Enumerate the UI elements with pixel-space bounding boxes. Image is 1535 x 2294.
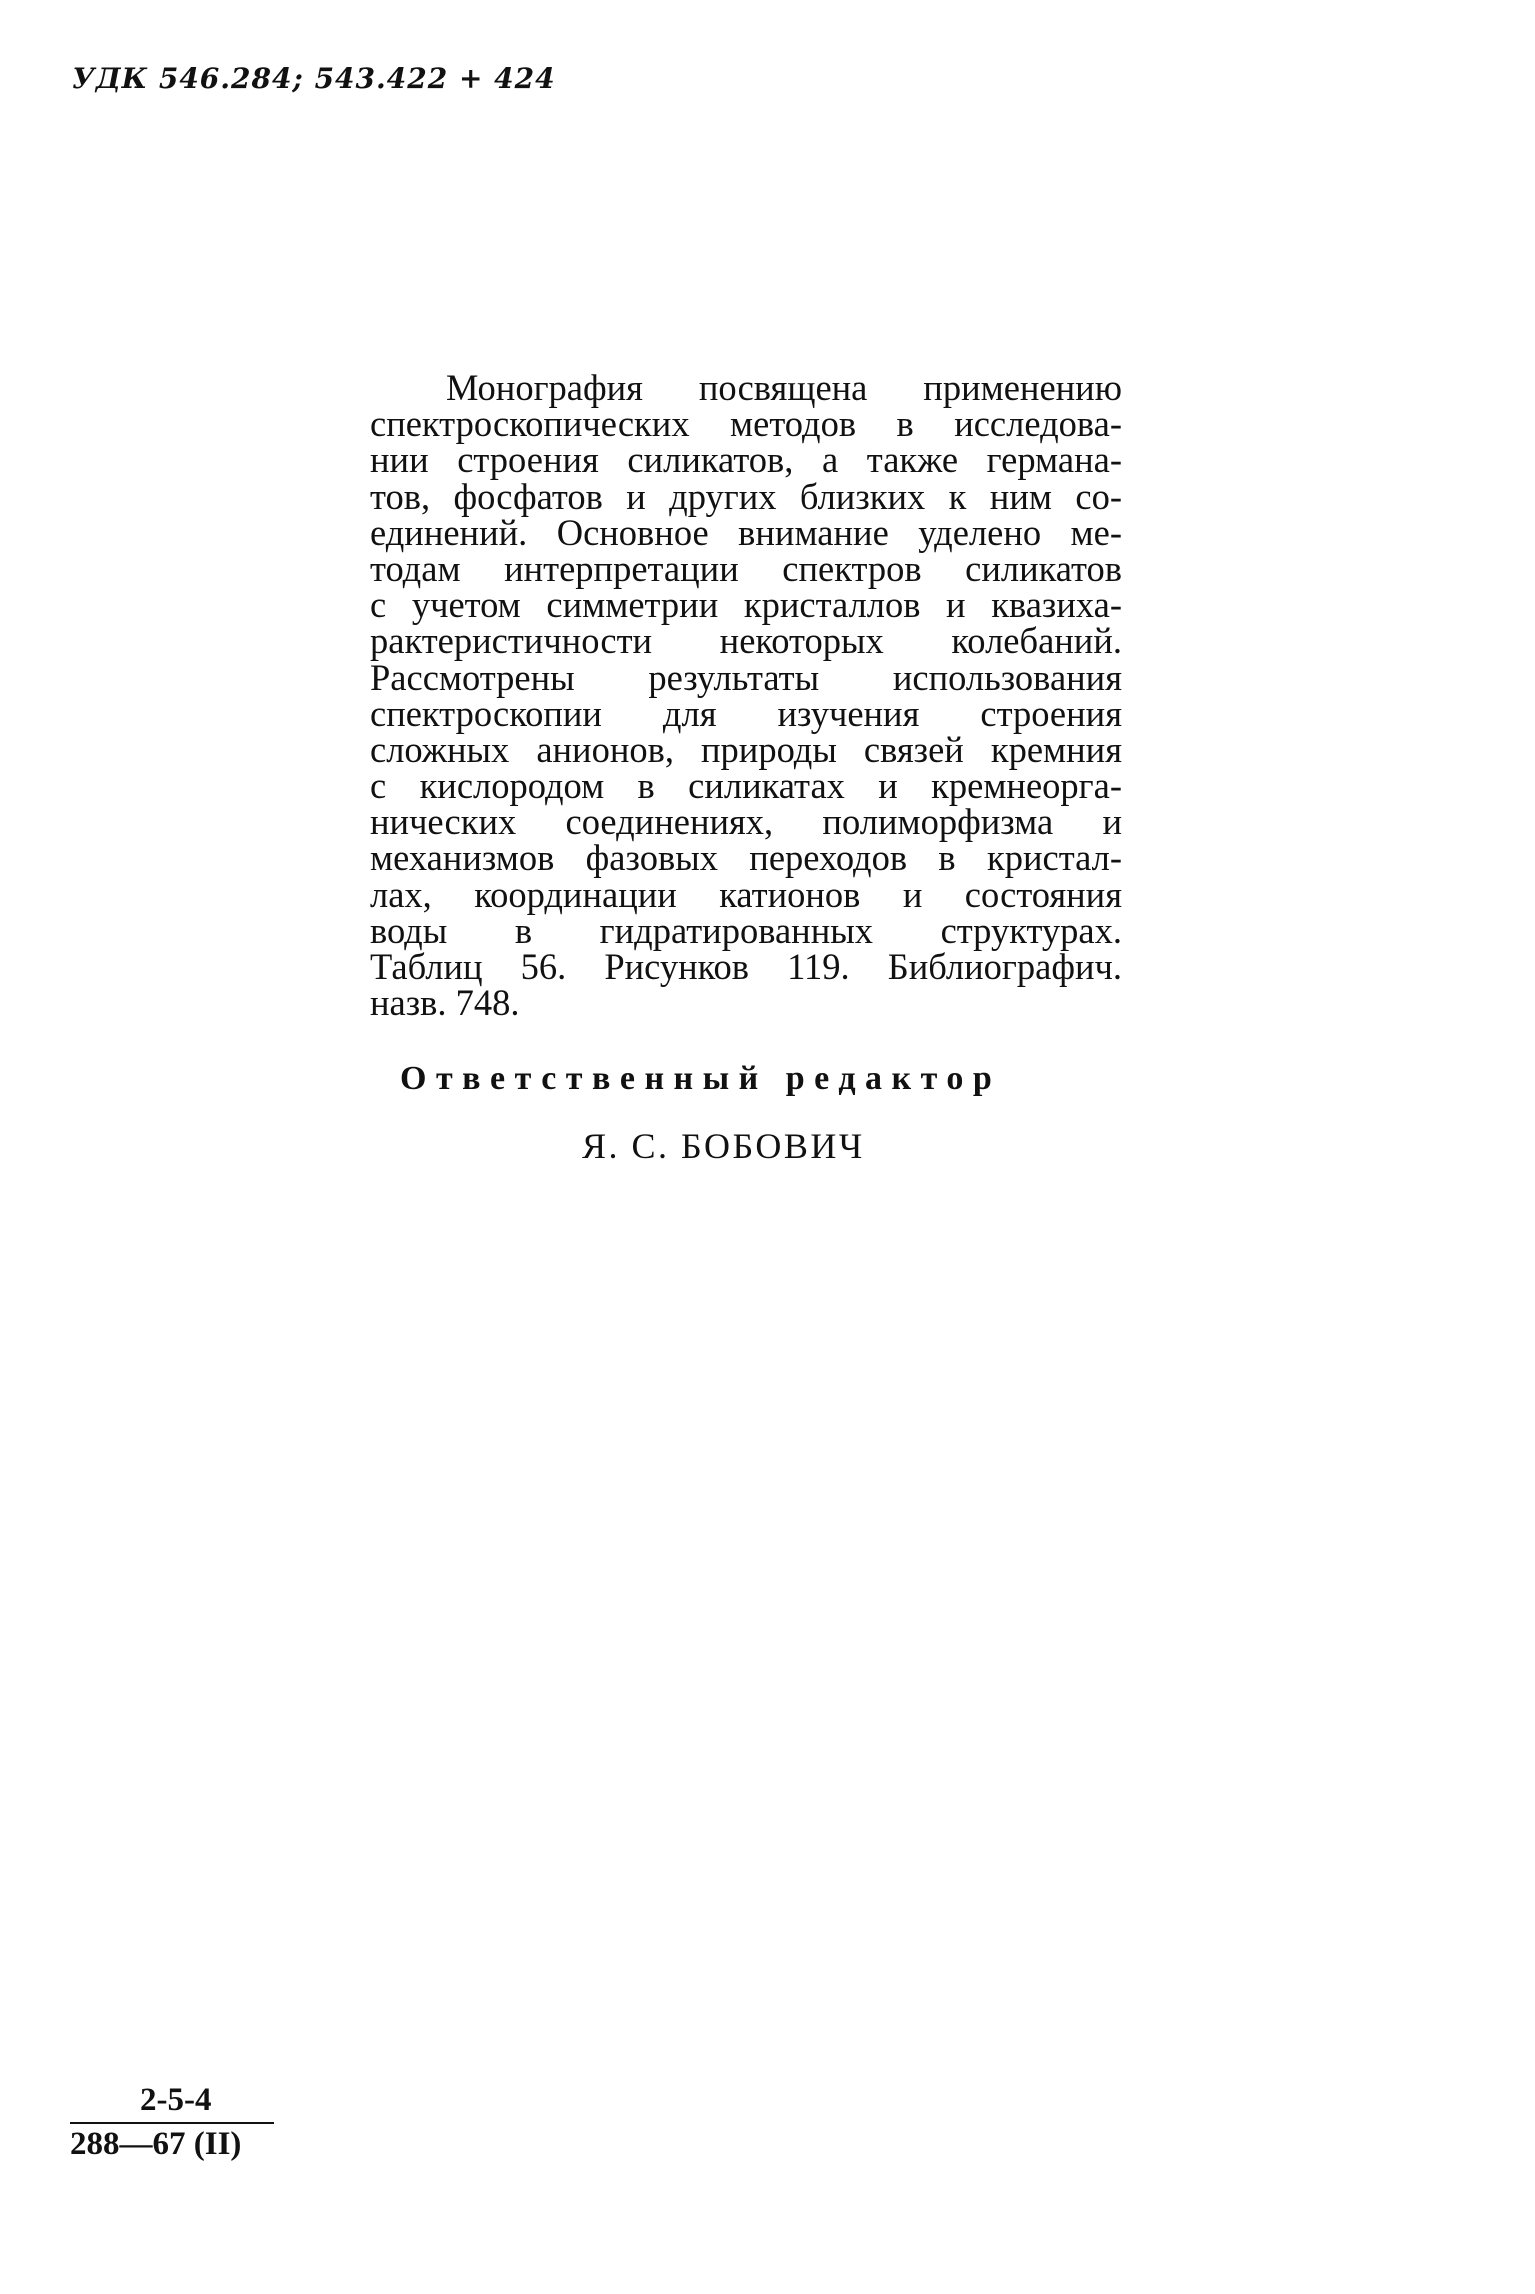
- udk-classification: УДК 546.284; 543.422 + 424: [72, 62, 556, 95]
- abstract-line: единений. Основное внимание уделено ме-: [370, 511, 1122, 553]
- abstract-line: воды в гидратированных структурах.: [370, 909, 1122, 951]
- abstract-line: нии строения силикатов, а также германа-: [370, 439, 1122, 481]
- abstract-line: тодам интерпретации спектров силикатов: [370, 547, 1122, 589]
- abstract-line: Таблиц 56. Рисунков 119. Библиографич.: [370, 946, 1122, 987]
- abstract-line: с учетом симметрии кристаллов и квазиха-: [370, 584, 1122, 626]
- abstract-line: спектроскопии для изучения строения: [370, 692, 1122, 734]
- abstract-line: механизмов фазовых переходов в кристал-: [370, 837, 1122, 879]
- publication-index-bottom: 288—67 (II): [70, 2126, 242, 2162]
- editor-label: Ответственный редактор: [400, 1060, 1002, 1097]
- editor-name: Я. С. БОБОВИЧ: [582, 1126, 865, 1166]
- abstract-line: назв. 748.: [370, 982, 520, 1024]
- abstract-line: сложных анионов, природы связей кремния: [370, 728, 1122, 770]
- abstract-line: Монография посвящена применению: [446, 367, 1122, 408]
- abstract-line: спектроскопических методов в исследова-: [370, 403, 1122, 445]
- index-divider: [70, 2122, 274, 2124]
- abstract-line: тов, фосфатов и других близких к ним со-: [370, 475, 1122, 517]
- abstract-line: рактеристичности некоторых колебаний.: [370, 620, 1122, 662]
- abstract-line: с кислородом в силикатах и кремнеорга-: [370, 765, 1122, 807]
- abstract-paragraph: [370, 367, 1122, 1024]
- abstract-line: нических соединениях, полиморфизма и: [370, 801, 1122, 843]
- abstract-line: лах, координации катионов и состояния: [370, 873, 1122, 915]
- abstract-line: Рассмотрены результаты использования: [370, 656, 1122, 698]
- publication-index-top: 2-5-4: [140, 2082, 212, 2118]
